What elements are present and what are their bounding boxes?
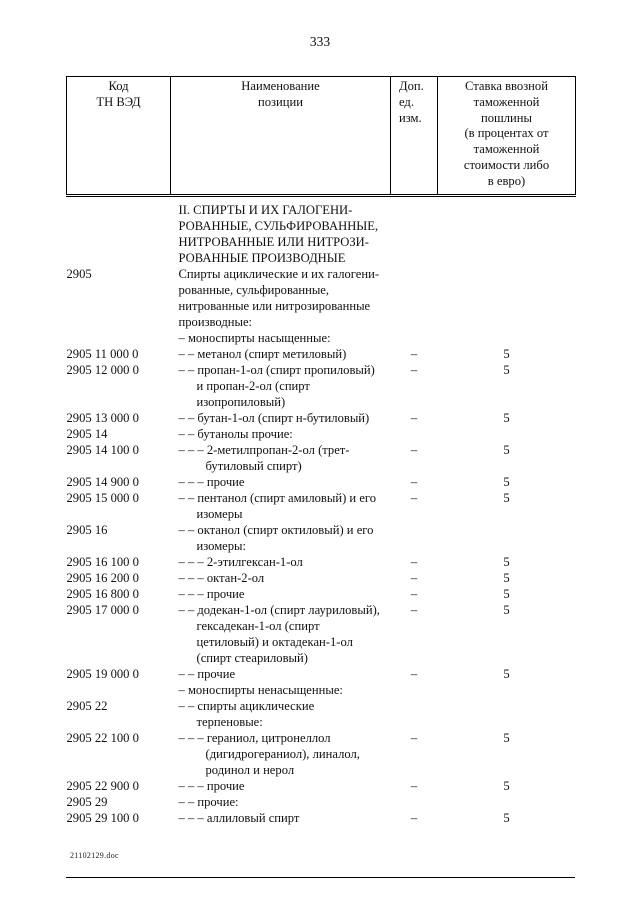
- name-cell: – моноспирты насыщенные:: [178, 330, 331, 345]
- unit-cell: [391, 195, 438, 266]
- name-cell: Спирты ациклические и их галогени- рованные, сульфированные, нитрованные или нитрозированные производные:: [178, 266, 380, 329]
- table-row: [67, 794, 576, 810]
- unit-cell: –: [410, 346, 418, 361]
- unit-cell: –: [410, 474, 418, 489]
- table-row: [67, 666, 576, 682]
- unit-cell: [391, 682, 438, 698]
- code-cell: 2905 22 900 0: [66, 778, 139, 793]
- code-cell: 2905 16 800 0: [66, 586, 139, 601]
- rate-cell: [438, 698, 576, 730]
- rate-cell: 5: [503, 410, 510, 425]
- table-row: [67, 522, 576, 554]
- rate-cell: 5: [503, 442, 510, 457]
- tariff-table: [66, 76, 576, 826]
- header-cell-name: Наименование позиции: [171, 77, 391, 196]
- table-row: [67, 602, 576, 666]
- unit-cell: –: [410, 666, 418, 681]
- table-row: [67, 442, 576, 474]
- table-row: [67, 570, 576, 586]
- name-cell: – – метанол (спирт метиловый): [178, 346, 347, 361]
- code-cell: 2905 22 100 0: [66, 730, 139, 745]
- name-cell: – – – 2-этилгексан-1-ол: [178, 554, 303, 569]
- code-cell: 2905 22: [66, 698, 108, 713]
- table-row: [67, 410, 576, 426]
- unit-cell: –: [410, 570, 418, 585]
- name-cell: – – – гераниол, цитронеллол (дигидрогераниол), линалол, родинол и нерол: [178, 730, 360, 777]
- table-row: [67, 362, 576, 410]
- code-cell: 2905 15 000 0: [66, 490, 139, 505]
- unit-cell: –: [410, 602, 418, 617]
- unit-cell: [391, 698, 438, 730]
- rate-cell: [438, 426, 576, 442]
- code-cell: 2905 17 000 0: [66, 602, 139, 617]
- code-cell: 2905 19 000 0: [66, 666, 139, 681]
- rate-cell: [438, 195, 576, 266]
- table-row: [67, 586, 576, 602]
- code-cell: 2905 13 000 0: [66, 410, 139, 425]
- page-number: 333: [309, 34, 331, 49]
- unit-cell: –: [410, 554, 418, 569]
- header-cell-rate: Ставка ввозной таможенной пошлины (в процентах от таможенной стоимости либо в евро): [438, 77, 576, 196]
- unit-cell: [391, 426, 438, 442]
- name-cell: – – додекан-1-ол (спирт лауриловый), гексадекан-1-ол (спирт цетиловый) и октадекан-1-ол (спирт стеариловый): [178, 602, 380, 665]
- name-cell: – – – 2-метилпропан-2-ол (трет- бутиловый спирт): [178, 442, 350, 473]
- code-cell: 2905 16: [66, 522, 108, 537]
- table-row: [67, 490, 576, 522]
- unit-cell: [391, 794, 438, 810]
- code-cell: 2905 29 100 0: [66, 810, 139, 825]
- table-row: [67, 682, 576, 698]
- table-row: [67, 346, 576, 362]
- name-cell: – – бутан-1-ол (спирт н-бутиловый): [178, 410, 370, 425]
- rate-cell: 5: [503, 362, 510, 377]
- name-cell: II. СПИРТЫ И ИХ ГАЛОГЕНИ- РОВАННЫЕ, СУЛЬФИРОВАННЫЕ, НИТРОВАННЫЕ ИЛИ НИТРОЗИ- РОВАННЫЕ ПРОИЗВОДНЫЕ: [178, 202, 379, 265]
- rate-cell: [438, 682, 576, 698]
- name-cell: – – – прочие: [178, 586, 245, 601]
- name-cell: – – бутанолы прочие:: [178, 426, 293, 441]
- name-cell: – – – прочие: [178, 778, 245, 793]
- rate-cell: 5: [503, 730, 510, 745]
- table-row: [67, 554, 576, 570]
- name-cell: – – октанол (спирт октиловый) и его изомеры:: [178, 522, 374, 553]
- rate-cell: 5: [503, 554, 510, 569]
- rate-cell: 5: [503, 490, 510, 505]
- rate-cell: 5: [503, 570, 510, 585]
- code-cell: 2905 16 100 0: [66, 554, 139, 569]
- name-cell: – – – аллиловый спирт: [178, 810, 300, 825]
- unit-cell: –: [410, 730, 418, 745]
- table-row: [67, 330, 576, 346]
- name-cell: – – – октан-2-ол: [178, 570, 265, 585]
- unit-cell: [391, 266, 438, 330]
- code-cell: 2905 11 000 0: [66, 346, 139, 361]
- code-cell: [67, 195, 171, 266]
- unit-cell: [391, 330, 438, 346]
- rate-cell: 5: [503, 602, 510, 617]
- table-row: [67, 195, 576, 266]
- code-cell: 2905 14 900 0: [66, 474, 139, 489]
- code-cell: 2905 16 200 0: [66, 570, 139, 585]
- unit-cell: –: [410, 490, 418, 505]
- code-cell: 2905 29: [66, 794, 108, 809]
- name-cell: – – прочие: [178, 666, 236, 681]
- name-cell: – – – прочие: [178, 474, 245, 489]
- code-cell: [67, 330, 171, 346]
- name-cell: – – прочие:: [178, 794, 239, 809]
- rate-cell: [438, 330, 576, 346]
- table-row: [67, 778, 576, 794]
- rate-cell: 5: [503, 586, 510, 601]
- table-body: [67, 195, 576, 826]
- footer-note: 21102129.doc: [70, 851, 119, 860]
- rate-cell: [438, 266, 576, 330]
- name-cell: – – пропан-1-ол (спирт пропиловый) и пропан-2-ол (спирт изопропиловый): [178, 362, 375, 409]
- bottom-rule: [66, 877, 575, 878]
- rate-cell: 5: [503, 810, 510, 825]
- code-cell: 2905 14 100 0: [66, 442, 139, 457]
- header-cell-code: Код ТН ВЭД: [67, 77, 171, 196]
- unit-cell: [391, 522, 438, 554]
- name-cell: – моноспирты ненасыщенные:: [178, 682, 343, 697]
- table-row: [67, 266, 576, 330]
- unit-cell: –: [410, 586, 418, 601]
- table-row: [67, 698, 576, 730]
- table-row: [67, 426, 576, 442]
- unit-cell: –: [410, 410, 418, 425]
- unit-cell: –: [410, 442, 418, 457]
- code-cell: [67, 682, 171, 698]
- rate-cell: [438, 522, 576, 554]
- table-row: [67, 474, 576, 490]
- rate-cell: 5: [503, 666, 510, 681]
- unit-cell: –: [410, 778, 418, 793]
- code-cell: 2905: [66, 266, 92, 281]
- unit-cell: –: [410, 810, 418, 825]
- rate-cell: [438, 794, 576, 810]
- code-cell: 2905 12 000 0: [66, 362, 139, 377]
- rate-cell: 5: [503, 474, 510, 489]
- name-cell: – – спирты ациклические терпеновые:: [178, 698, 315, 729]
- unit-cell: –: [410, 362, 418, 377]
- name-cell: – – пентанол (спирт амиловый) и его изомеры: [178, 490, 377, 521]
- table-row: [67, 730, 576, 778]
- rate-cell: 5: [503, 778, 510, 793]
- table-row: [67, 810, 576, 826]
- header-cell-unit: Доп. ед. изм.: [391, 77, 438, 196]
- table-header: [67, 77, 576, 196]
- code-cell: 2905 14: [66, 426, 108, 441]
- rate-cell: 5: [503, 346, 510, 361]
